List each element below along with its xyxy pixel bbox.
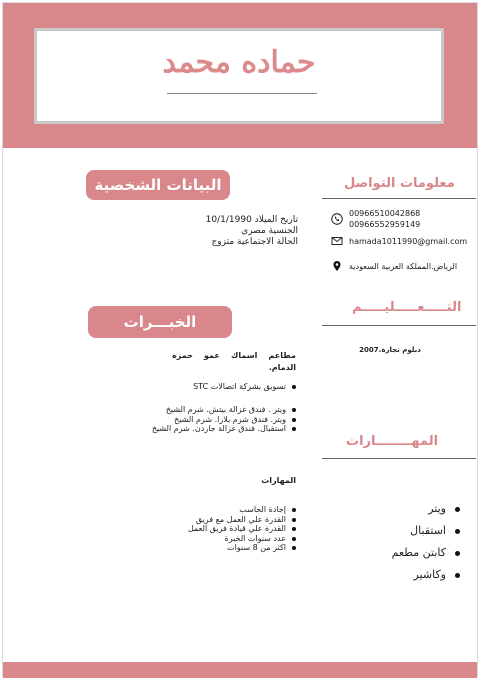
education-divider — [322, 325, 476, 326]
address: الرياض.المملكة العربية السعودية — [349, 261, 458, 271]
phone-number-1: 00966510042868 — [349, 209, 421, 218]
name-underline — [167, 93, 317, 94]
location-pin-icon — [331, 260, 343, 272]
phone-row — [331, 208, 420, 230]
candidate-name: حماده محمد — [162, 45, 316, 80]
nationality: الجنسية مصري — [241, 226, 298, 236]
list-item: وكاشير — [340, 564, 460, 586]
list-item: تسويق بشركة اتصالات STC — [150, 382, 296, 392]
list-item: القدرة علي قيادة فريق العمل — [150, 524, 296, 534]
marital-status: الحالة الاجتماعية متزوج — [211, 237, 298, 247]
address-row — [331, 260, 457, 272]
education-heading: التـــــعـــــليـــــم — [352, 300, 462, 315]
list-item: القدرة علي العمل مع فريق — [150, 515, 296, 525]
phone-icon — [331, 213, 343, 225]
birth-date: تاريخ الميلاد 10/1/1990 — [205, 215, 298, 225]
list-item: استقبال — [340, 520, 460, 542]
contact-divider — [322, 198, 476, 199]
education-item: دبلوم تجارة.2007 — [359, 346, 421, 354]
list-item: استقبال. فندق غزالة جاردن. شرم الشيخ — [150, 424, 296, 434]
personal-info-heading: البيانات الشخصية — [86, 170, 230, 200]
name-box — [34, 28, 444, 124]
list-item: عدد سنوات الخبرة — [150, 534, 296, 544]
skills-right-heading: المهــــــــارات — [346, 434, 439, 449]
experience-title: مطاعم اسماك عمو حمزه الدمام. — [172, 351, 296, 372]
phone-number-2: 00966552959149 — [349, 220, 421, 229]
skills-left-list — [150, 505, 296, 553]
email-address: hamada1011990@gmail.com — [349, 236, 468, 246]
footer-band — [3, 662, 477, 678]
skills-right-list — [340, 498, 460, 586]
contact-heading: معلومات التواصل — [344, 176, 455, 191]
list-item: إجادة الحاسب — [150, 505, 296, 515]
envelope-icon — [331, 235, 343, 247]
list-item: كابتن مطعم — [340, 542, 460, 564]
experience-list-1 — [150, 382, 296, 392]
list-item: اكثر من 8 سنوات — [150, 543, 296, 553]
list-item: ويتر. فندق شرم بلازا. شرم الشيخ — [150, 415, 296, 425]
list-item: ويتر — [340, 498, 460, 520]
skills-left-heading: المهارات — [261, 476, 296, 485]
list-item: ويتر . فندق غزالة بيتش. شرم الشيخ — [150, 405, 296, 415]
skills-divider — [322, 458, 476, 459]
experience-heading: الخبـــرات المـــهنية — [88, 306, 232, 338]
email-row — [331, 235, 467, 247]
personal-info — [150, 215, 298, 248]
experience-list-2 — [150, 405, 296, 434]
